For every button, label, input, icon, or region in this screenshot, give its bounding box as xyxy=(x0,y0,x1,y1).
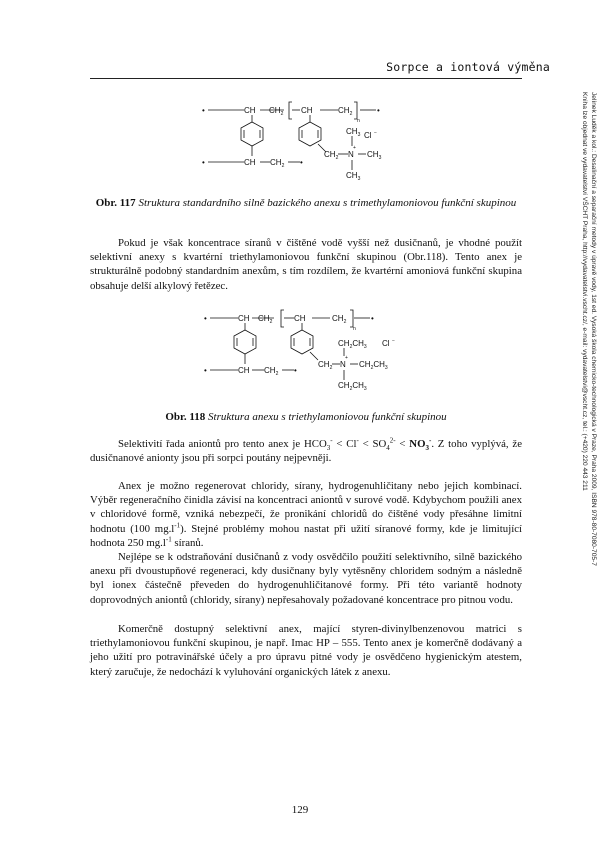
atom-ch-2: CH xyxy=(301,106,313,115)
figure-label-117: Obr. 117 xyxy=(95,197,136,209)
atom-ch3-top: $CH_3$ xyxy=(346,127,361,138)
page-number: 129 xyxy=(291,804,309,816)
selectivity-intro: Selektivití řada aniontů pro tento anex je xyxy=(118,438,304,450)
atom-ch2-1: $CH_2$ xyxy=(269,106,284,117)
atom-cl: Cl xyxy=(364,131,372,140)
chain-dot-left-118-2: • xyxy=(204,366,207,375)
chain-dot-right: • xyxy=(377,106,380,115)
atom-ch2ch3-right: $CH_2CH_3$ xyxy=(359,360,388,371)
atom-ch2-118-1: $CH_2$ xyxy=(258,314,273,325)
chain-dot-right-118: • xyxy=(371,314,374,323)
charge-plus-118: + xyxy=(345,355,348,361)
atom-ch3-bottom: $CH_3$ xyxy=(346,171,361,182)
atom-ch-3: CH xyxy=(244,158,256,167)
chemical-structure-117 xyxy=(200,94,420,194)
chemical-structure-118 xyxy=(202,306,442,400)
atom-ch2-118-3: $CH_2$ xyxy=(264,366,279,377)
repeat-n-118: n xyxy=(353,326,356,332)
structure-figure-118 xyxy=(202,306,442,400)
atom-ch-118-3: CH xyxy=(238,366,250,375)
side-citation xyxy=(581,92,597,692)
chain-dot-mid-118: • xyxy=(294,366,297,375)
atom-ch2-2: $CH_2$ xyxy=(338,106,353,117)
atom-ch2-n-118: $CH_2$ xyxy=(318,360,333,371)
atom-n: N xyxy=(348,150,354,159)
charge-plus: + xyxy=(353,145,356,151)
atom-ch2-3: $CH_2$ xyxy=(270,158,285,169)
figure-caption-117: Struktura standardního silně bazického anexu s trimethylamoniovou funkční skupinou xyxy=(138,197,517,209)
paragraph-1: Pokud je však koncentrace síranů v čištěné vodě vyšší než dusičnanů, je vhodné použít selektivní anexy s kvartérní triethylamoniovou funkční skupinou (Obr.118). Tento anex je strukturálně podobný standardním anexům, s tím rozdílem, že kvartérní amoniová funkční skupina obsahuje delší alkylový řetězec. xyxy=(90,237,522,292)
caption-figure-117 xyxy=(90,196,522,210)
atom-ch2ch3-top: $CH_2CH_3$ xyxy=(338,339,367,350)
side-citation-line-2: Kniha lze objednat ve vydavatelství VŠCHT Praha, http://vydavatelstvi.vscht.cz/, e-mail: vydavatelstvi@vscht.cz, tel.: (+420) 220 443 211 xyxy=(581,92,588,491)
figure-label-118: Obr. 118 xyxy=(165,411,206,423)
side-citation-line-1: Jelínek Luděk a kol.: Desalinační a separační metody v úpravě vody, 1st ed. Vysoká škola chemicko-technologická v Praze, Praha 2009, ISBN 978-80-7080-705-7 xyxy=(590,92,597,566)
paragraph-5: Komerčně dostupný selektivní anex, mající styren-divinylbenzenovou matrici s triethylamoniovou funkční skupinou, je např. Imac HP – 555. Tento anex je komerčně dodávaný a jeho užití pro potravinářské účely a pro úpravu pitné vody je osvědčeno hygienickým atestem, který zaručuje, že nedochází k vyluhování organických látek z anexu. xyxy=(90,623,522,678)
charge-minus-118: − xyxy=(392,338,395,344)
repeat-n: n xyxy=(357,118,360,124)
header-rule xyxy=(90,78,522,79)
ion-no3: $NO_3^-$ xyxy=(409,436,432,453)
atom-ch-118-2: CH xyxy=(294,314,306,323)
charge-minus: − xyxy=(374,130,377,136)
chain-dot-left-2: • xyxy=(202,158,205,167)
paragraph-4: Nejlépe se k odstraňování dusičnanů z vody osvědčilo použití selektivního, silně bazického anexu při dvoustupňové regeneraci, kdy dusičnany byly vytěsněny chloridem sodným a následně byl ionex částečně převeden do hydrogenuhličitanové formy. Při této variantě hodnoty doprovodných aniontů (chloridy, sírany) nepřesahovaly požadované koncentrace pro pitnou vodu. xyxy=(90,551,522,606)
chain-dot-mid: • xyxy=(300,158,303,167)
ion-hco3: HCO xyxy=(303,438,327,450)
atom-ch3-right: $CH_3$ xyxy=(367,150,382,161)
atom-ch2-n: $CH_2$ xyxy=(324,150,339,161)
atom-ch2ch3-bottom: $CH_2CH_3$ xyxy=(338,381,367,392)
atom-n-118: N xyxy=(340,360,346,369)
chain-dot-left: • xyxy=(202,106,205,115)
figure-caption-118: Struktura anexu s triethylamoniovou funkční skupinou xyxy=(208,411,447,423)
caption-figure-118 xyxy=(90,410,522,424)
atom-ch-1: CH xyxy=(244,106,256,115)
atom-cl-118: Cl xyxy=(382,339,390,348)
chain-dot-left-118: • xyxy=(204,314,207,323)
paragraph-2: Selektivití řada aniontů pro tento anex je $HCO_3^- < Cl^- < SO_4^{2-} < NO_3^-$. Z toho vyplývá, že dusičnanové anionty jsou při sorpci poutány nejpevněji. xyxy=(90,436,522,465)
atom-ch-118-1: CH xyxy=(238,314,250,323)
running-header: Sorpce a iontová výměna xyxy=(386,60,550,74)
paragraph-3: Anex je možno regenerovat chloridy, sírany, hydrogenuhličitany nebo jejich kombinací. Výběr regeneračního činidla závisí na koncentraci aniontů v surové vodě. Kdybychom použili anex v chloridové formě, vzniká nebezpečí, že pronikání chloridů do čištěné vody přesáhne limitní hodnotu (100 $mg.l^{-1}$). Stejné problémy mohou nastat při užití síranové formy, kde je limitující hodnota 250 $mg.l^{-1}$ síranů. xyxy=(90,480,522,549)
structure-figure-117 xyxy=(200,94,420,194)
atom-ch2-118-2: $CH_2$ xyxy=(332,314,347,325)
